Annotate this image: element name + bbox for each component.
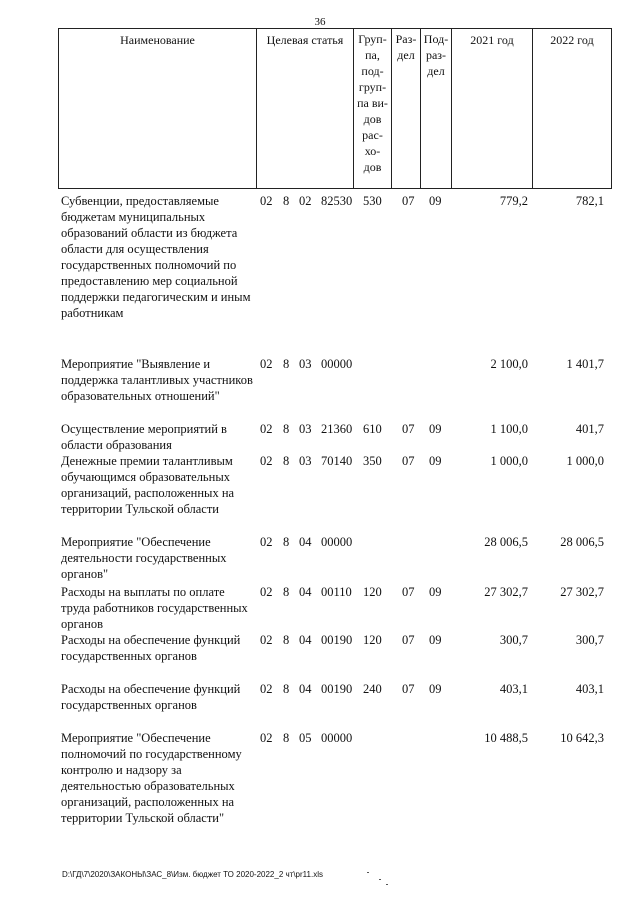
- code-group: 350: [363, 454, 382, 468]
- value-2022: 401,7: [575, 422, 604, 436]
- row-name: Расходы на обеспечение функций государственных органов: [61, 633, 241, 663]
- code-event: 03: [299, 454, 312, 468]
- value-2022: 782,1: [575, 194, 604, 208]
- code-type: 8: [283, 585, 290, 599]
- scan-speck: [379, 879, 381, 880]
- code-group: 240: [363, 682, 382, 696]
- code-program: 02: [260, 731, 273, 745]
- header-subsection: Под- раз- дел: [421, 29, 452, 188]
- code-direction: 00110: [321, 585, 352, 599]
- row-name: Расходы на обеспечение функций государственных органов: [61, 682, 241, 712]
- value-2021: 300,7: [499, 633, 528, 647]
- value-2021: 10 488,5: [484, 731, 528, 745]
- code-section: 07: [402, 633, 415, 647]
- code-direction: 70140: [321, 454, 353, 468]
- code-type: 8: [283, 633, 290, 647]
- code-program: 02: [260, 422, 273, 436]
- value-2022: 27 302,7: [560, 585, 604, 599]
- code-group: 530: [363, 194, 382, 208]
- code-group: 610: [363, 422, 382, 436]
- header-2021: 2021 год: [452, 29, 533, 188]
- code-direction: 21360: [321, 422, 353, 436]
- row-name: Мероприятие "Обеспечение полномочий по государственному контролю и надзору за деятельностью образовательных организаций, расположенных на территории Тульской области": [61, 731, 242, 825]
- code-event: 04: [299, 682, 312, 696]
- code-section: 07: [402, 454, 415, 468]
- code-type: 8: [283, 454, 290, 468]
- code-program: 02: [260, 535, 273, 549]
- code-direction: 00000: [321, 357, 353, 371]
- value-2021: 403,1: [499, 682, 528, 696]
- header-target-article: Целевая статья: [257, 29, 354, 188]
- value-2021: 2 100,0: [490, 357, 528, 371]
- code-event: 03: [299, 422, 312, 436]
- code-program: 02: [260, 357, 273, 371]
- code-direction: 00190: [321, 682, 353, 696]
- row-name: Субвенции, предоставляемые бюджетам муниципальных образований области из бюджета области для осуществления государственных полномочий по предоставлению мер социальной поддержки педагогическим и иным работникам: [61, 194, 251, 320]
- row-name: Осуществление мероприятий в области образования: [61, 422, 227, 452]
- code-subsection: 09: [429, 422, 442, 436]
- code-direction: 00000: [321, 535, 353, 549]
- code-subsection: 09: [429, 194, 442, 208]
- scan-speck: [386, 884, 388, 885]
- row-name: Денежные премии талантливым обучающимся образовательных организаций, расположенных на территории Тульской области: [61, 454, 235, 516]
- code-direction: 00190: [321, 633, 353, 647]
- value-2022: 1 000,0: [566, 454, 604, 468]
- file-path-footer: D:\ГД\7\2020\ЗАКОНЫ\ЗАС_8\Изм. бюджет ТО 2020-2022_2 чт\pr11.xls: [62, 870, 323, 879]
- code-program: 02: [260, 194, 273, 208]
- code-event: 04: [299, 535, 312, 549]
- code-event: 04: [299, 633, 312, 647]
- row-name: Расходы на выплаты по оплате труда работников государственных органов: [61, 585, 248, 631]
- code-type: 8: [283, 422, 290, 436]
- header-name: Наименование: [59, 29, 257, 188]
- value-2022: 403,1: [575, 682, 604, 696]
- row-name: Мероприятие "Выявление и поддержка талантливых участников образовательных отношений": [61, 357, 253, 403]
- header-group: Груп- па, под- груп- па ви- дов рас- хо- дов: [354, 29, 392, 188]
- value-2021: 779,2: [499, 194, 528, 208]
- code-section: 07: [402, 194, 415, 208]
- code-program: 02: [260, 682, 273, 696]
- code-section: 07: [402, 422, 415, 436]
- header-section: Раз- дел: [392, 29, 421, 188]
- value-2021: 1 000,0: [490, 454, 528, 468]
- code-event: 05: [299, 731, 312, 745]
- code-type: 8: [283, 194, 290, 208]
- code-group: 120: [363, 585, 382, 599]
- code-direction: 00000: [321, 731, 353, 745]
- code-program: 02: [260, 454, 273, 468]
- code-event: 02: [299, 194, 312, 208]
- scan-speck: [367, 872, 369, 873]
- code-type: 8: [283, 357, 290, 371]
- code-subsection: 09: [429, 454, 442, 468]
- table-header: [58, 28, 612, 189]
- code-subsection: 09: [429, 585, 442, 599]
- code-section: 07: [402, 682, 415, 696]
- code-event: 04: [299, 585, 312, 599]
- value-2022: 28 006,5: [560, 535, 604, 549]
- code-group: 120: [363, 633, 382, 647]
- value-2022: 10 642,3: [560, 731, 604, 745]
- value-2022: 300,7: [575, 633, 604, 647]
- code-subsection: 09: [429, 633, 442, 647]
- value-2022: 1 401,7: [566, 357, 604, 371]
- value-2021: 28 006,5: [484, 535, 528, 549]
- code-type: 8: [283, 731, 290, 745]
- code-direction: 82530: [321, 194, 353, 208]
- code-program: 02: [260, 633, 273, 647]
- code-event: 03: [299, 357, 312, 371]
- row-name: Мероприятие "Обеспечение деятельности государственных органов": [61, 535, 227, 581]
- page-number: 36: [314, 16, 326, 28]
- header-2022: 2022 год: [550, 33, 594, 47]
- code-subsection: 09: [429, 682, 442, 696]
- code-section: 07: [402, 585, 415, 599]
- code-type: 8: [283, 535, 290, 549]
- code-program: 02: [260, 585, 273, 599]
- value-2021: 1 100,0: [490, 422, 528, 436]
- code-type: 8: [283, 682, 290, 696]
- value-2021: 27 302,7: [484, 585, 528, 599]
